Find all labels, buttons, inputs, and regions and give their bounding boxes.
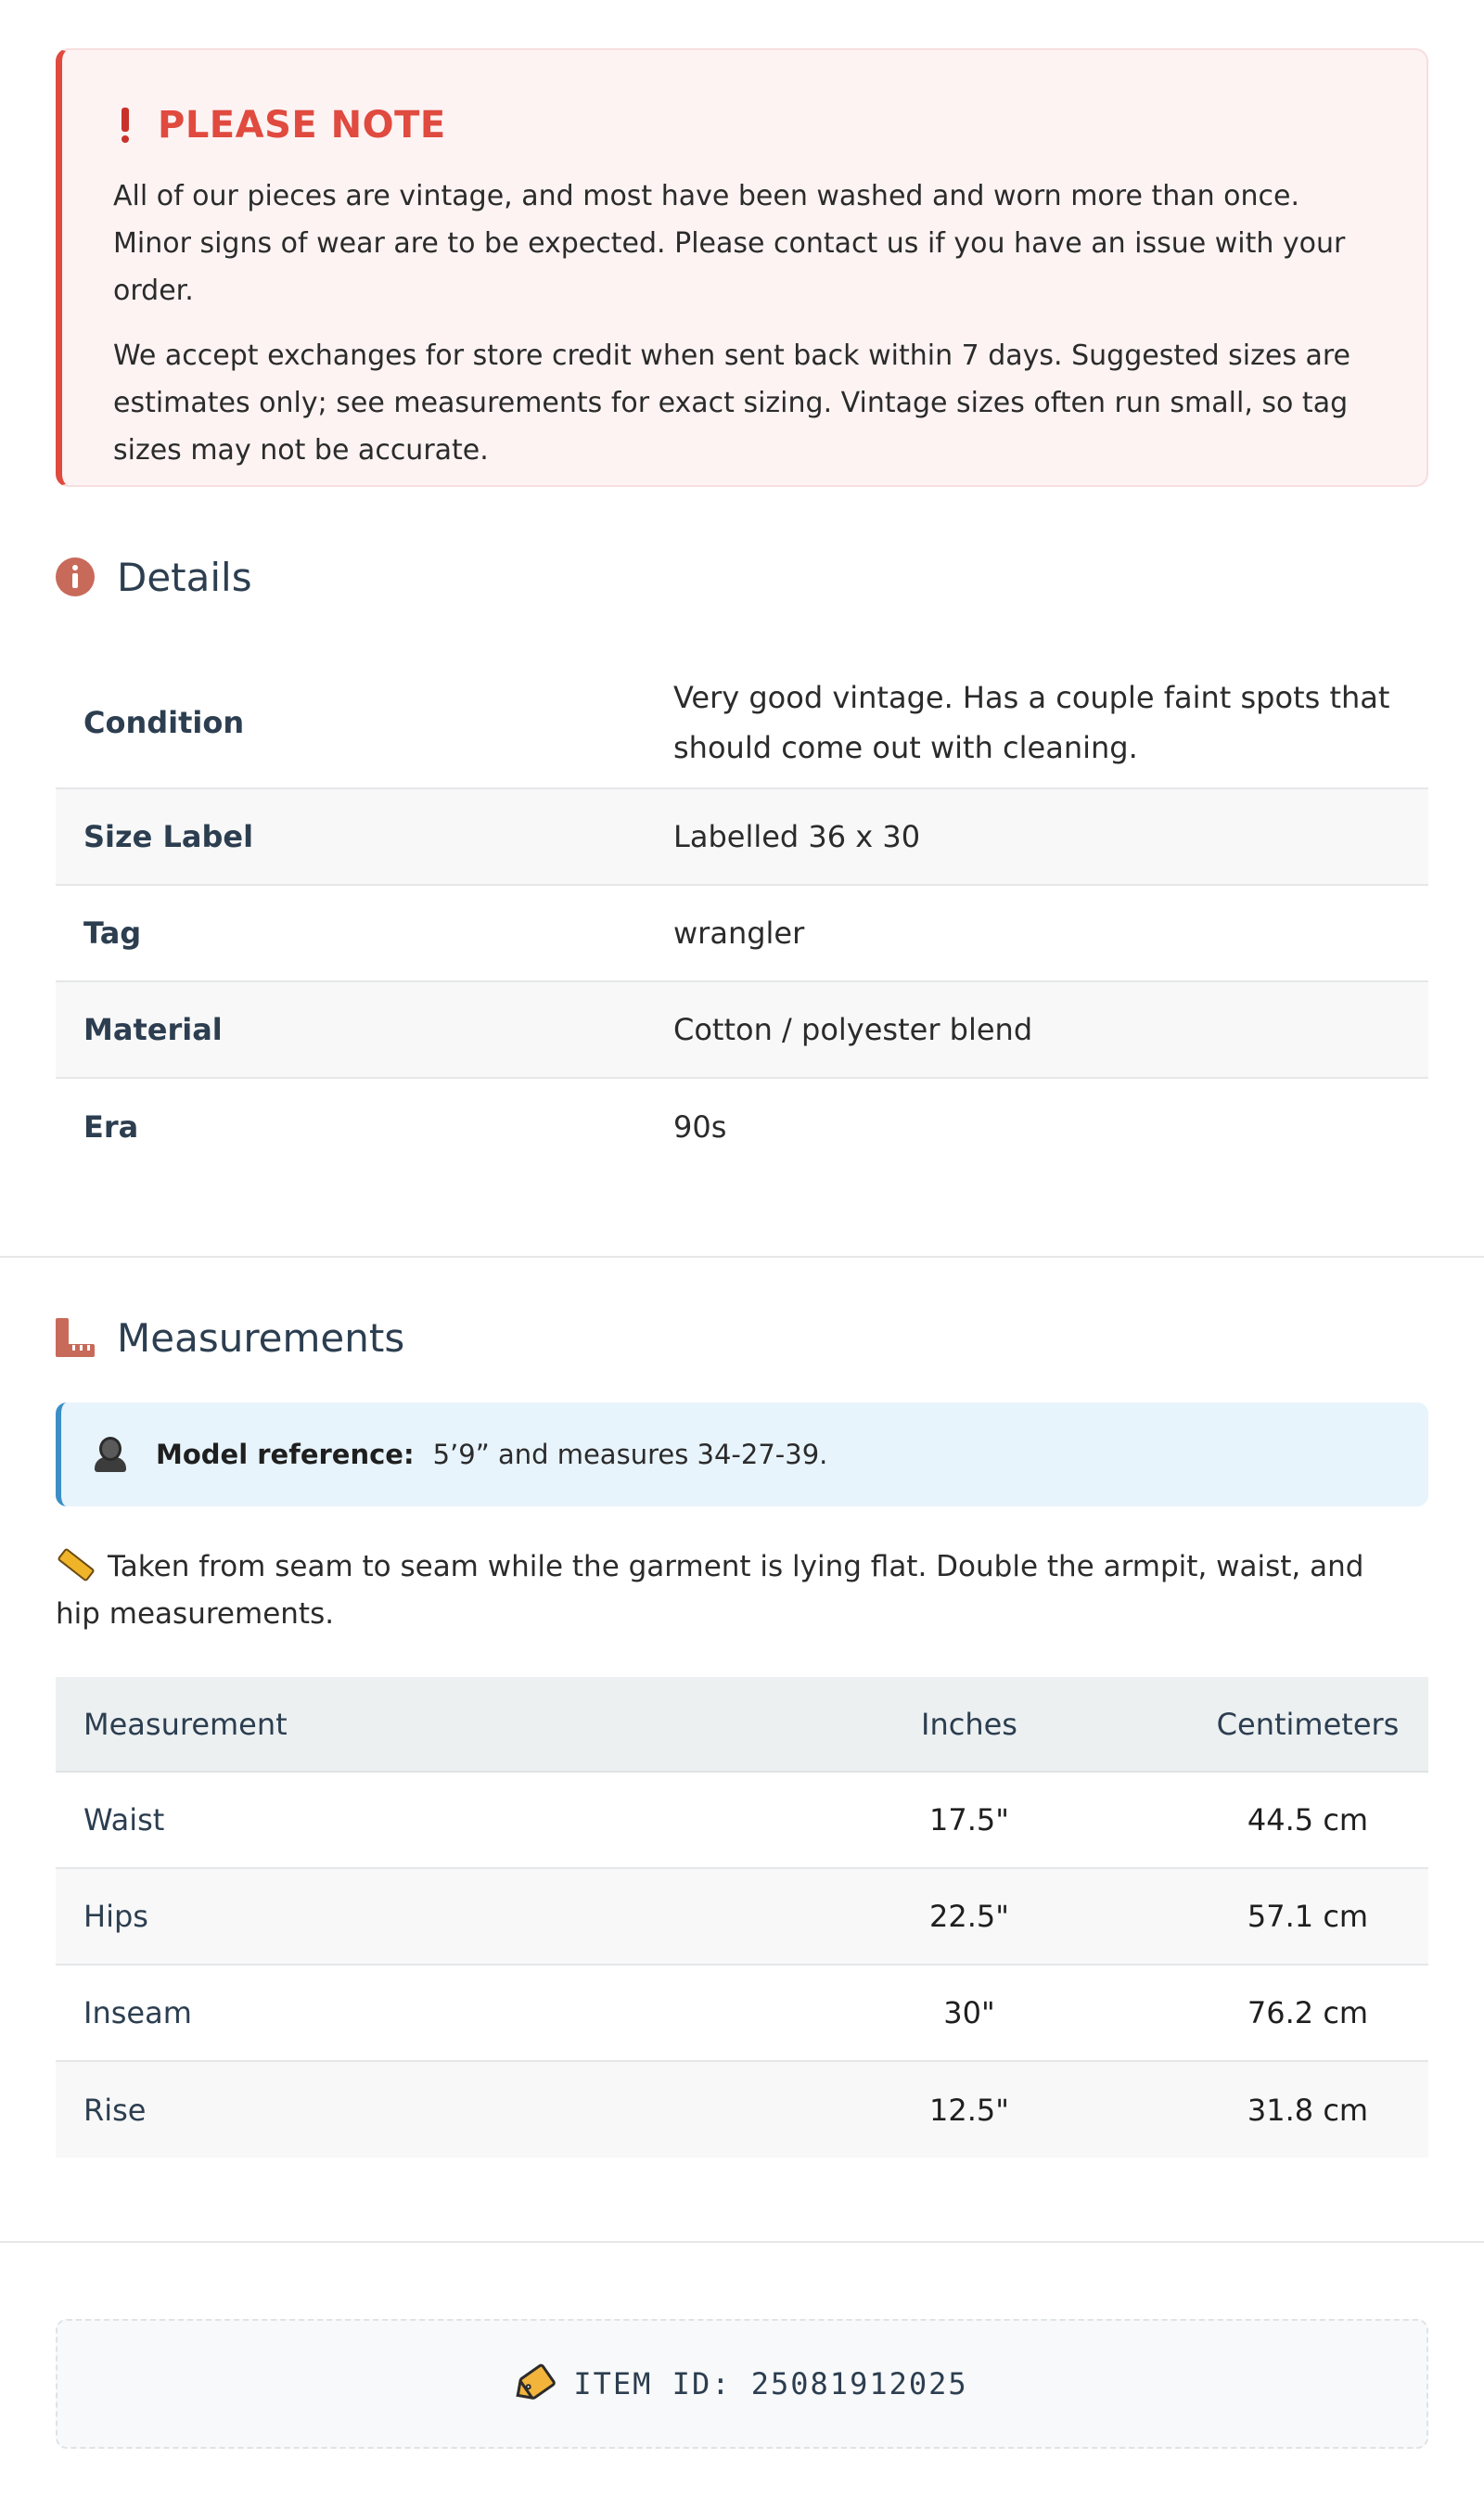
please-note-notice (56, 48, 1428, 487)
details-table (56, 657, 1428, 1174)
table-row (56, 1868, 1428, 1965)
detail-label: Size Label (56, 788, 673, 885)
measurement-cm: 31.8 cm (1187, 2061, 1428, 2158)
exclamation-icon (121, 108, 130, 143)
measurement-name: Inseam (56, 1965, 751, 2061)
measurement-note (56, 1543, 1391, 1638)
measurement-inches: 17.5" (751, 1772, 1187, 1868)
detail-label: Condition (56, 657, 673, 788)
measurement-cm: 44.5 cm (1187, 1772, 1428, 1868)
measurements-heading (56, 1310, 404, 1365)
notice-paragraph: We accept exchanges for store credit when sent back within 7 days. Suggested sizes are estimates only; see measurements for exact sizing. Vintage sizes often run small, so tag sizes may not be accurate. (113, 339, 1351, 467)
table-row (56, 885, 1428, 981)
person-icon (93, 1437, 128, 1472)
item-id-text: ITEM ID: 25081912025 (573, 2366, 968, 2401)
detail-value: Very good vintage. Has a couple faint spots that should come out with cleaning. (673, 657, 1428, 788)
table-row (56, 2061, 1428, 2158)
table-header-row (56, 1677, 1428, 1772)
section-divider (0, 1256, 1484, 1258)
info-icon (56, 557, 95, 596)
table-row (56, 1772, 1428, 1868)
measurement-name: Hips (56, 1868, 751, 1965)
details-heading (56, 549, 252, 605)
details-title: Details (117, 554, 252, 600)
section-divider (0, 2241, 1484, 2243)
column-header: Measurement (56, 1677, 751, 1772)
table-row (56, 657, 1428, 788)
measurement-inches: 30" (751, 1965, 1187, 2061)
notice-header (113, 102, 1378, 148)
table-row (56, 981, 1428, 1078)
notice-title: PLEASE NOTE (158, 104, 446, 147)
model-reference-label: Model reference: (156, 1439, 415, 1470)
detail-value: 90s (673, 1108, 727, 1145)
measurement-cm: 76.2 cm (1187, 1965, 1428, 2061)
measurement-inches: 22.5" (751, 1868, 1187, 1965)
tag-icon (512, 2363, 557, 2405)
column-header: Centimeters (1187, 1677, 1428, 1772)
measurement-name: Rise (56, 2061, 751, 2158)
measurements-table (56, 1677, 1428, 2158)
table-row (56, 1965, 1428, 2061)
model-reference-box (56, 1402, 1428, 1506)
column-header: Inches (751, 1677, 1187, 1772)
detail-label: Tag (56, 885, 673, 981)
measurement-cm: 57.1 cm (1187, 1868, 1428, 1965)
model-reference-text: 5’9” and measures 34-27-39. (432, 1439, 828, 1470)
detail-value: wrangler (673, 885, 1428, 981)
table-row (56, 788, 1428, 885)
measurements-title: Measurements (117, 1314, 405, 1361)
item-id-box (56, 2319, 1428, 2449)
detail-label: Era (83, 1108, 139, 1145)
ruler-icon (56, 1318, 95, 1357)
measurement-name: Waist (56, 1772, 751, 1868)
measurement-note-text: Taken from seam to seam while the garment is lying flat. Double the armpit, waist, and hip measurements. (56, 1550, 1364, 1631)
table-row (56, 1078, 1428, 1174)
detail-value: Cotton / polyester blend (673, 981, 1428, 1078)
pencil-icon (57, 1547, 95, 1581)
notice-paragraph: All of our pieces are vintage, and most have been washed and worn more than once. Minor signs of wear are to be expected. Please contact us if you have an issue with your order. (113, 180, 1346, 307)
detail-value: Labelled 36 x 30 (673, 788, 1428, 885)
measurement-inches: 12.5" (751, 2061, 1187, 2158)
detail-label: Material (56, 981, 673, 1078)
